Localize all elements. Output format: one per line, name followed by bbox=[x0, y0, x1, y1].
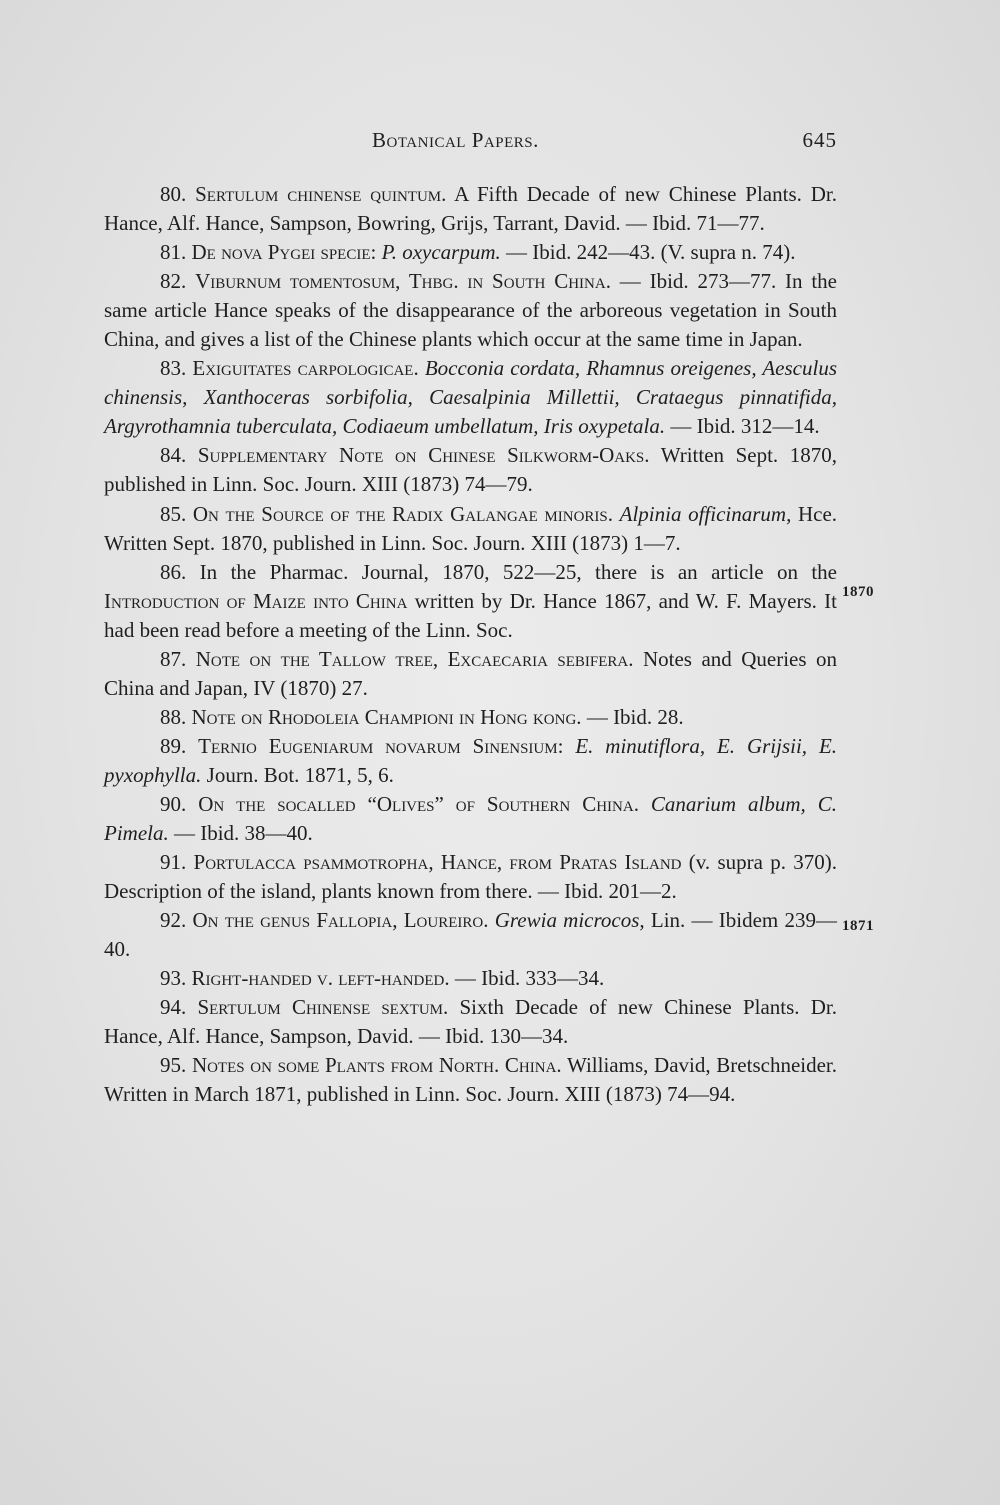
entry-title: Portulacca psammotropha, Hance, from Pratas Island bbox=[193, 850, 682, 875]
entry-number: 88. bbox=[160, 704, 187, 729]
entry-text: Notes and Queries on China and Japan, IV (1870) 27. bbox=[104, 646, 838, 700]
entry-title: Sertulum chinense quintum. bbox=[195, 182, 447, 206]
entry-93 bbox=[104, 964, 837, 993]
entry-number: 82. bbox=[160, 269, 187, 294]
entry-number: 85. bbox=[160, 501, 187, 526]
margin-year: 1870 bbox=[842, 584, 874, 600]
entry-number: 90. bbox=[160, 791, 187, 816]
entry-number: 95. bbox=[160, 1053, 187, 1078]
entry-text: Written Sept. 1870, published in Linn. Soc. Journ. XIII (1873) 74—79. bbox=[104, 443, 837, 497]
entry-82 bbox=[104, 267, 837, 354]
entry-84 bbox=[104, 441, 837, 499]
entry-94 bbox=[104, 993, 837, 1051]
entry-species: Bocconia cordata, Rhamnus oreigenes, Aesculus chinensis, Xanthoceras sorbifolia, Caesalpinia Millettii, Crataegus pinnatifida, Argyrothamnia tuberculata, Codiaeum umbellatum, Iris oxypetala. bbox=[104, 356, 837, 439]
entry-title: Sertulum Chinense sextum. bbox=[197, 995, 449, 1020]
entry-81 bbox=[104, 238, 837, 267]
entry-title: Exiguitates carpologicae. bbox=[192, 356, 419, 381]
entry-87 bbox=[104, 645, 837, 703]
running-head: Botanical Papers. bbox=[372, 128, 539, 152]
entry-92 bbox=[104, 906, 837, 964]
bibliography-list bbox=[104, 180, 837, 1110]
entry-90 bbox=[104, 790, 837, 848]
page-header bbox=[104, 128, 837, 160]
entry-85 bbox=[104, 500, 837, 558]
entry-species: Canarium album, C. Pimela. bbox=[104, 791, 838, 846]
entry-title: Introduction of Maize into China bbox=[104, 588, 408, 613]
entry-80 bbox=[104, 180, 837, 238]
entry-title: Note on Rhodoleia Championi in Hong kong. bbox=[191, 704, 582, 729]
entry-number: 83. bbox=[160, 356, 187, 381]
entry-number: 89. bbox=[160, 733, 187, 758]
entry-86 bbox=[104, 558, 837, 645]
entry-species: E. minutiflora, E. Grijsii, E. pyxophylla. bbox=[104, 733, 838, 787]
entry-88 bbox=[104, 703, 837, 732]
entry-number: 80. bbox=[160, 182, 187, 206]
entry-title: Notes on some Plants from North. China. bbox=[191, 1053, 562, 1078]
entry-text: — Ibid. 38—40. bbox=[173, 821, 313, 846]
entry-number: 87. bbox=[160, 646, 187, 671]
entry-number: 92. bbox=[160, 908, 187, 933]
entry-title: On the Source of the Radix Galangae minoris. bbox=[192, 501, 613, 526]
entry-title: Right-handed v. left-handed. bbox=[191, 966, 450, 991]
page-number: 645 bbox=[802, 128, 837, 152]
entry-number: 91. bbox=[160, 850, 187, 875]
entry-title: On the socalled “Olives” of Southern China. bbox=[198, 791, 639, 816]
entry-text: — Ibid. 312—14. bbox=[670, 414, 820, 439]
entry-title: Note on the Tallow tree, Excaecaria sebifera. bbox=[195, 646, 634, 671]
entry-text: Sixth Decade of new Chinese Plants. Dr. Hance, Alf. Hance, Sampson, David. — Ibid. 130—34. bbox=[104, 995, 837, 1049]
entry-species: Alpinia officinarum, bbox=[619, 501, 792, 526]
entry-text: Journ. Bot. 1871, 5, 6. bbox=[206, 762, 394, 787]
entry-text: Williams, David, Bretschneider. Written in March 1871, published in Linn. Soc. Journ. XIII (1873) 74—94. bbox=[104, 1053, 838, 1107]
entry-text: — Ibid. 333—34. bbox=[454, 966, 605, 991]
entry-text: Lin. — Ibidem 239—40. bbox=[104, 908, 838, 962]
entry-text: — Ibid. 28. bbox=[586, 704, 684, 729]
margin-year: 1871 bbox=[842, 918, 874, 934]
entry-95 bbox=[104, 1051, 837, 1109]
entry-number: 94. bbox=[160, 995, 187, 1020]
entry-text-before: In the Pharmac. Journal, 1870, 522—25, there is an article on the bbox=[199, 559, 838, 584]
entry-text: (v. supra p. 370). Description of the island, plants known from there. — Ibid. 201—2. bbox=[104, 850, 838, 904]
entry-number: 93. bbox=[160, 966, 187, 991]
entry-number: 84. bbox=[160, 443, 187, 468]
entry-text: — Ibid. 273—77. In the same article Hance speaks of the disappearance of the arboreous vegetation in South China, and gives a list of the Chinese plants which occur at the same time in Japan. bbox=[104, 269, 837, 352]
entry-83 bbox=[104, 354, 837, 441]
entry-number: 86. bbox=[160, 559, 187, 584]
entry-91 bbox=[104, 848, 837, 906]
entry-text: — Ibid. 242—43. (V. supra n. 74). bbox=[506, 240, 796, 265]
entry-text: A Fifth Decade of new Chinese Plants. Dr. Hance, Alf. Hance, Sampson, Bowring, Grijs, Tarrant, David. — Ibid. 71—77. bbox=[104, 182, 837, 236]
entry-species: P. oxycarpum. bbox=[381, 240, 501, 265]
entry-text: Hce. Written Sept. 1870, published in Linn. Soc. Journ. XIII (1873) 1—7. bbox=[104, 501, 838, 555]
entry-title: Supplementary Note on Chinese Silkworm-Oaks. bbox=[197, 443, 650, 468]
entry-title: Ternio Eugeniarum novarum Sinensium: bbox=[198, 733, 564, 758]
entry-number: 81. bbox=[160, 240, 187, 265]
entry-species: Grewia microcos, bbox=[494, 908, 645, 933]
entry-title: Viburnum tomentosum, Thbg. in South China. bbox=[195, 269, 611, 294]
entry-89 bbox=[104, 732, 837, 790]
entry-title: De nova Pygei specie: bbox=[191, 240, 377, 265]
entry-text: written by Dr. Hance 1867, and W. F. Mayers. It had been read before a meeting of the Linn. Soc. bbox=[104, 588, 838, 642]
entry-title: On the genus Fallopia, Loureiro. bbox=[192, 908, 489, 933]
